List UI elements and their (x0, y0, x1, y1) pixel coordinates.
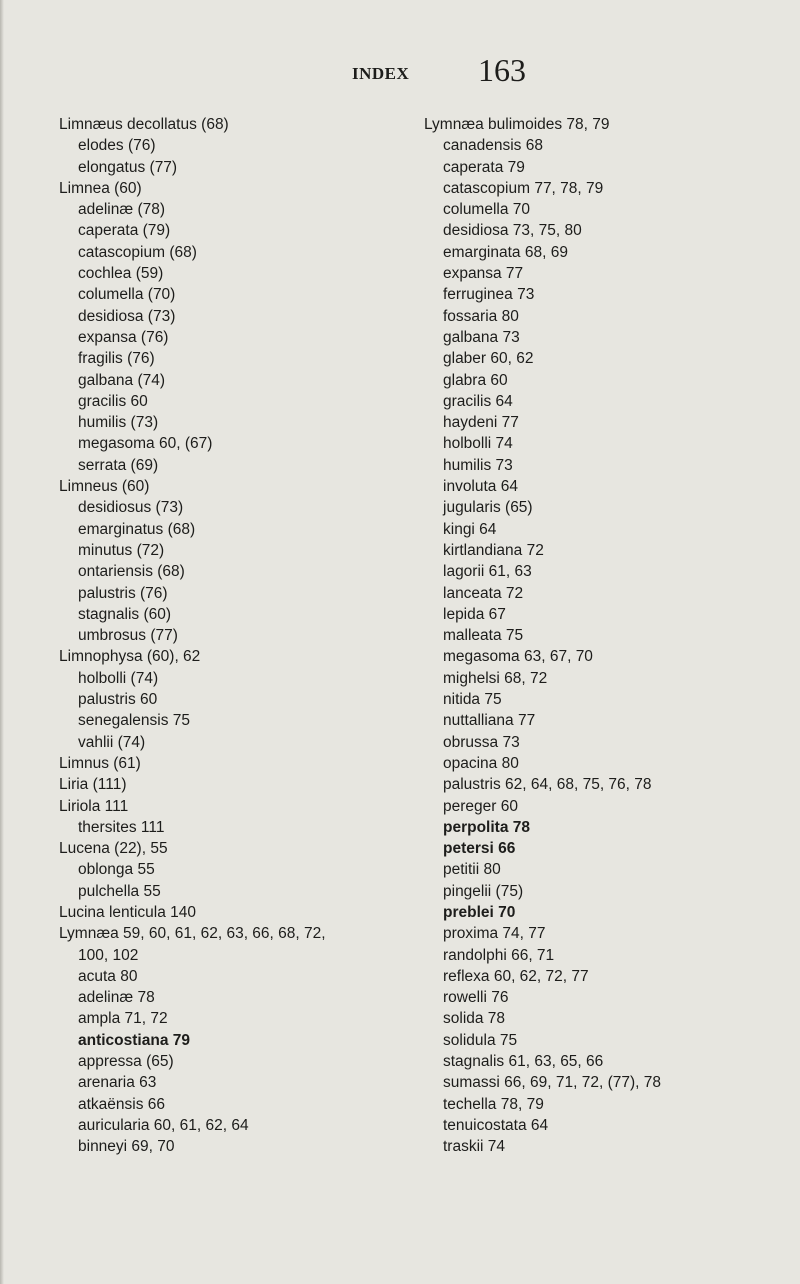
index-entry: emarginata 68, 69 (443, 243, 568, 261)
index-entry: caperata 79 (443, 158, 525, 176)
index-entry: kingi 64 (443, 520, 497, 538)
index-entry: vahlii (74) (78, 733, 146, 751)
index-entry: glaber 60, 62 (443, 350, 534, 368)
index-entry: nuttalliana 77 (443, 712, 536, 730)
index-entry: nitida 75 (443, 691, 502, 709)
page-number: 163 (478, 52, 526, 88)
index-heading: Lucina lenticula 140 (59, 903, 197, 921)
index-entry: holbolli (74) (78, 669, 159, 687)
index-heading: Limnophysa (60), 62 (59, 648, 201, 666)
index-heading: Limneus (60) (59, 478, 150, 496)
index-entry: desidiosa 73, 75, 80 (443, 222, 582, 240)
index-entry: senegalensis 75 (78, 712, 191, 730)
index-entry: ampla 71, 72 (78, 1010, 168, 1028)
index-entry: randolphi 66, 71 (443, 946, 555, 964)
index-entry: petitii 80 (443, 861, 501, 879)
index-entry: palustris (76) (78, 584, 168, 602)
index-entry: auricularia 60, 61, 62, 64 (78, 1116, 249, 1134)
index-entry: desidiosa (73) (78, 307, 176, 325)
index-entry: pingelii (75) (443, 882, 524, 900)
index-entry: pulchella 55 (78, 882, 161, 900)
index-heading: Limnæus decollatus (68) (59, 116, 229, 133)
index-entry: sumassi 66, 69, 71, 72, (77), 78 (443, 1074, 661, 1092)
index-entry: techella 78, 79 (443, 1095, 544, 1113)
index-entry: atkaënsis 66 (78, 1095, 166, 1113)
index-entry: adelinæ (78) (78, 201, 166, 219)
index-heading: Liria (111) (59, 776, 127, 794)
index-entry: jugularis (65) (443, 499, 533, 517)
index-entry: columella 70 (443, 201, 531, 219)
index-entry: petersi 66 (443, 840, 516, 858)
index-entry: haydeni 77 (443, 414, 519, 432)
index-entry: stagnalis 61, 63, 65, 66 (443, 1053, 604, 1071)
index-entry: caperata (79) (78, 222, 171, 240)
index-entry: humilis 73 (443, 456, 513, 474)
index-entry: traskii 74 (443, 1138, 506, 1156)
index-entry: elongatus (77) (78, 158, 178, 176)
index-entry: stagnalis (60) (78, 605, 172, 623)
page-header-title: INDEX (352, 64, 410, 83)
index-entry: binneyi 69, 70 (78, 1138, 175, 1156)
index-entry: appressa (65) (78, 1053, 174, 1071)
index-entry: umbrosus (77) (78, 627, 178, 645)
index-entry: emarginatus (68) (78, 520, 196, 538)
index-entry: cochlea (59) (78, 265, 164, 283)
index-heading: Liriola 111 (59, 797, 129, 815)
index-heading: Lymnæa bulimoides 78, 79 (424, 116, 610, 133)
index-entry: fossaria 80 (443, 307, 519, 325)
index-entry: malleata 75 (443, 627, 524, 645)
index-entry: columella (70) (78, 286, 176, 304)
index-heading: Limnus (61) (59, 754, 141, 772)
index-entry: gracilis 60 (78, 392, 148, 410)
index-entry: megasoma 63, 67, 70 (443, 648, 593, 666)
index-entry: gracilis 64 (443, 392, 513, 410)
index-entry: adelinæ 78 (78, 989, 155, 1007)
index-entry: minutus (72) (78, 541, 165, 559)
index-entry: ontariensis (68) (78, 563, 185, 581)
index-entry: solida 78 (443, 1010, 506, 1028)
index-entry: palustris 60 (78, 691, 158, 709)
index-entry: thersites 111 (78, 818, 165, 836)
index-entry: palustris 62, 64, 68, 75, 76, 78 (443, 776, 652, 794)
index-entry: rowelli 76 (443, 989, 509, 1007)
index-entry: tenuicostata 64 (443, 1116, 549, 1134)
index-entry: desidiosus (73) (78, 499, 184, 517)
index-entry: mighelsi 68, 72 (443, 669, 548, 687)
index-entry: lanceata 72 (443, 584, 524, 602)
page-edge (0, 0, 4, 1284)
index-entry: solidula 75 (443, 1031, 518, 1049)
index-entry: perpolita 78 (443, 818, 530, 836)
index-entry: lepida 67 (443, 605, 506, 623)
index-entry: fragilis (76) (78, 350, 155, 368)
index-entry: kirtlandiana 72 (443, 541, 544, 559)
index-entry: elodes (76) (78, 137, 156, 155)
index-entry: lagorii 61, 63 (443, 563, 532, 581)
index-entry: megasoma 60, (67) (78, 435, 213, 453)
index-entry: acuta 80 (78, 967, 138, 985)
index-entry: humilis (73) (78, 414, 159, 432)
index-entry: serrata (69) (78, 456, 159, 474)
index-entry: anticostiana 79 (78, 1031, 190, 1049)
index-heading: Lucena (22), 55 (59, 840, 168, 858)
index-heading: Lymnæa 59, 60, 61, 62, 63, 66, 68, 72, (59, 925, 326, 943)
index-entry: pereger 60 (443, 797, 518, 815)
index-entry: preblei 70 (443, 903, 516, 921)
index-entry: ferruginea 73 (443, 286, 535, 304)
index-entry: 100, 102 (78, 946, 139, 964)
index-column-left (59, 114, 326, 1158)
index-entry: catascopium (68) (78, 243, 197, 261)
index-entry: expansa 77 (443, 265, 524, 283)
index-entry: canadensis 68 (443, 137, 543, 155)
index-entry: oblonga 55 (78, 861, 155, 879)
index-heading: Limnea (60) (59, 179, 142, 197)
index-column-right (424, 114, 661, 1158)
index-entry: catascopium 77, 78, 79 (443, 179, 604, 197)
index-entry: proxima 74, 77 (443, 925, 546, 943)
index-entry: obrussa 73 (443, 733, 520, 751)
index-entry: involuta 64 (443, 478, 518, 496)
index-entry: opacina 80 (443, 754, 519, 772)
index-entry: galbana 73 (443, 328, 520, 346)
index-entry: glabra 60 (443, 371, 508, 389)
index-entry: holbolli 74 (443, 435, 513, 453)
index-entry: galbana (74) (78, 371, 166, 389)
index-entry: expansa (76) (78, 328, 169, 346)
index-entry: arenaria 63 (78, 1074, 157, 1092)
index-entry: reflexa 60, 62, 72, 77 (443, 967, 589, 985)
